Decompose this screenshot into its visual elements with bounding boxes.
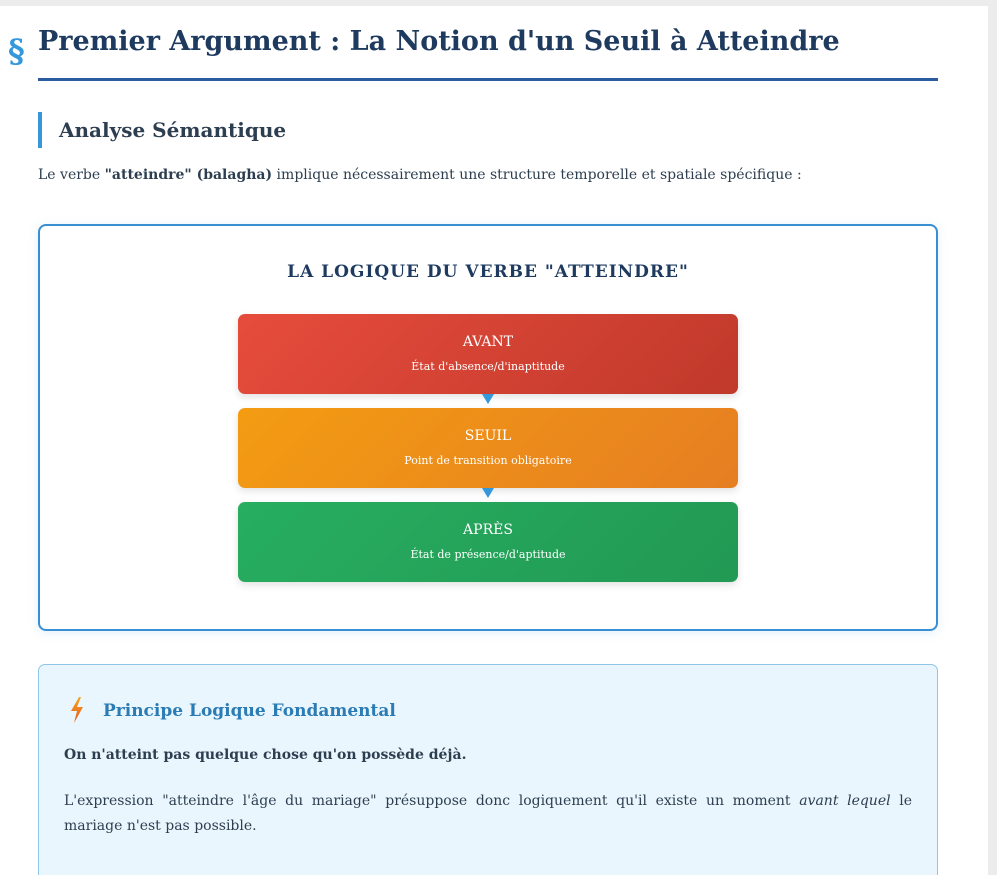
principle-body-start: L'expression "atteindre l'âge du mariage" présuppose donc logiquement qu'il existe un moment [64,793,800,809]
intro-keyword: "atteindre" (balagha) [104,167,273,183]
step-threshold [238,408,738,488]
step-before-label: AVANT [462,334,514,350]
scrollbar-track[interactable] [988,0,997,875]
arrow-down-icon [482,394,494,404]
step-after-description: État de présence/d'aptitude [410,548,566,561]
step-threshold-description: Point de transition obligatoire [404,454,572,467]
section-heading: Analyse Sémantique [38,112,286,148]
title-divider [38,78,938,81]
intro-paragraph [38,167,802,183]
step-threshold-label: SEUIL [464,428,512,444]
step-before [238,314,738,394]
intro-text-end: implique nécessairement une structure temporelle et spatiale spécifique : [272,167,802,183]
principle-body-end: le mariage n'est pas possible. [64,793,912,834]
principle-body-emphasis: avant lequel [799,793,891,809]
step-after-label: APRÈS [463,522,513,538]
lightning-bolt-icon [69,697,85,723]
intro-text-start: Le verbe [38,167,105,183]
document-page [0,6,988,875]
principle-lead: On n'atteint pas quelque chose qu'on possède déjà. [64,747,467,763]
page-title: Premier Argument : La Notion d'un Seuil à Atteindre [38,26,840,57]
principle-body [64,789,912,839]
arrow-down-icon [482,488,494,498]
section-symbol: § [8,32,25,70]
verb-logic-diagram [38,224,938,631]
step-before-description: État d'absence/d'inaptitude [411,360,565,373]
step-after [238,502,738,582]
diagram-title: LA LOGIQUE DU VERBE "ATTEINDRE" [287,262,689,282]
principle-title: Principe Logique Fondamental [103,701,396,721]
principle-callout [38,664,938,875]
